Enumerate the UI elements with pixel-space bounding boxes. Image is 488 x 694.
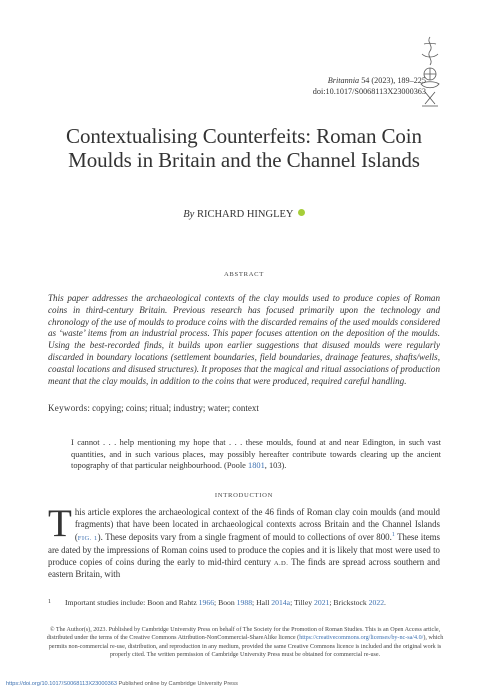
footnote-ref-link[interactable]: 1966: [198, 598, 215, 607]
intro-text-4: The finds are spread across southern and eastern Britain, with: [48, 556, 440, 580]
footnote-sep: ; Brickstock: [329, 598, 369, 607]
footnote-ref-link[interactable]: 1988: [236, 598, 253, 607]
intro-text-3: These items are dated by the impressions of Roman coins used to produce the copies and it is likely that most were used to produce copies of coins during the early to mid-third century: [48, 532, 441, 567]
footnote: [48, 598, 440, 607]
footnote-number: 1: [48, 599, 51, 605]
era-abbrev: A.D.: [273, 559, 289, 567]
orcid-icon[interactable]: [298, 209, 305, 216]
footnote-ref-link[interactable]: 2014a: [271, 598, 291, 607]
journal-volume: 54 (2023), 189–225: [361, 76, 426, 85]
journal-doi: doi:10.1017/S0068113X23000363: [312, 87, 426, 96]
article-title: Contextualising Counterfeits: Roman Coin Moulds in Britain and the Channel Islands: [66, 124, 422, 172]
epigraph-quote: [71, 437, 441, 472]
footnote-sep: ; Boon: [214, 598, 237, 607]
author-name[interactable]: RICHARD HINGLEY: [196, 209, 294, 220]
license-text-1: © The Author(s), 2023. Published by Cambridge University Press on behalf of The Society for the Promotion of Roman Studies. This is an Open Access article, distributed under the terms of the Creative Commons Attribution-NonCommercial-ShareAlike licence (: [46, 627, 441, 642]
footnote-sep: ; Tilley: [290, 598, 314, 607]
page-footer: [6, 681, 238, 687]
keywords-label: Keywords: [48, 403, 88, 413]
byline-by: By: [183, 209, 195, 220]
journal-name: Britannia: [327, 76, 360, 85]
keywords-text: : copying; coins; ritual; industry; water; context: [87, 403, 259, 413]
intro-text-1: his article explores the archaeological context of the 46 finds of Roman clay coin moulds (and mould fragments) that have been located in archaeological contexts across Britain and the Channel Islands (: [74, 507, 440, 543]
introduction-heading: INTRODUCTION: [214, 492, 274, 499]
introduction-paragraph: [48, 502, 441, 581]
footnote-lead: Important studies include: Boon and Rahtz: [65, 598, 199, 607]
footnote-ref-link[interactable]: 2022: [368, 598, 385, 607]
figure-1-link[interactable]: FIG. 1: [77, 535, 98, 543]
abstract-heading: ABSTRACT: [223, 271, 265, 278]
byline: [0, 209, 488, 220]
quote-year-link[interactable]: 1801: [248, 461, 265, 471]
footnote-ref-link[interactable]: 2021: [314, 598, 330, 607]
footer-doi-link[interactable]: https://doi.org/10.1017/S0068113X23000363: [6, 681, 117, 687]
quote-text: I cannot . . . help mentioning my hope that . . . these moulds, found at and near Edington, in such vast quantities, and in such various places, may possibly hereafter contribute towards clearing up the ancient topography of that particular neighbourhood. (Poole: [71, 438, 441, 471]
society-emblem: [416, 34, 444, 110]
license-text-2: ), which permits non-commercial re-use, distribution, and reproduction in any medium, provided the same Creative Commons licence is included and the original work is properly cited. The written permission of Cambridge University Press must be obtained for commercial re-use.: [48, 635, 444, 659]
intro-text-2: ). These deposits vary from a single fragment of mould to collections of over 800.: [97, 532, 392, 543]
footnote-sep: .: [384, 598, 386, 607]
keywords: [48, 403, 440, 413]
abstract-text: This paper addresses the archaeological contexts of the clay moulds used to produce copies of Roman coins in third-century Britain. Previous research has focused primarily upon the technology and chronology of the use of moulds to produce coins with the discarded remains of the used moulds considered as ‘waste’ items from an industrial process. This paper focuses attention on the deposition of the moulds. Using the best-recorded finds, it builds upon earlier suggestions that disused moulds were regularly discarded in boundary locations (settlement boundaries, field boundaries, drainage features, shafts/wells, coastal locations and disused structures). It proposes that the magical and ritual associations of production meant that the clay moulds, in addition to the coins that were produced, required careful handling.: [48, 293, 440, 386]
footnote-1-link[interactable]: 1: [391, 532, 395, 539]
license-link[interactable]: https://creativecommons.org/licenses/by-nc-sa/4.0/: [299, 635, 424, 642]
license-notice: [42, 626, 448, 660]
drop-cap: T: [48, 502, 72, 545]
footer-text: Published online by Cambridge University Press: [116, 681, 238, 687]
journal-citation: [328, 75, 426, 86]
footnote-sep: ; Hall: [252, 598, 272, 607]
quote-pages: , 103).: [264, 461, 287, 471]
